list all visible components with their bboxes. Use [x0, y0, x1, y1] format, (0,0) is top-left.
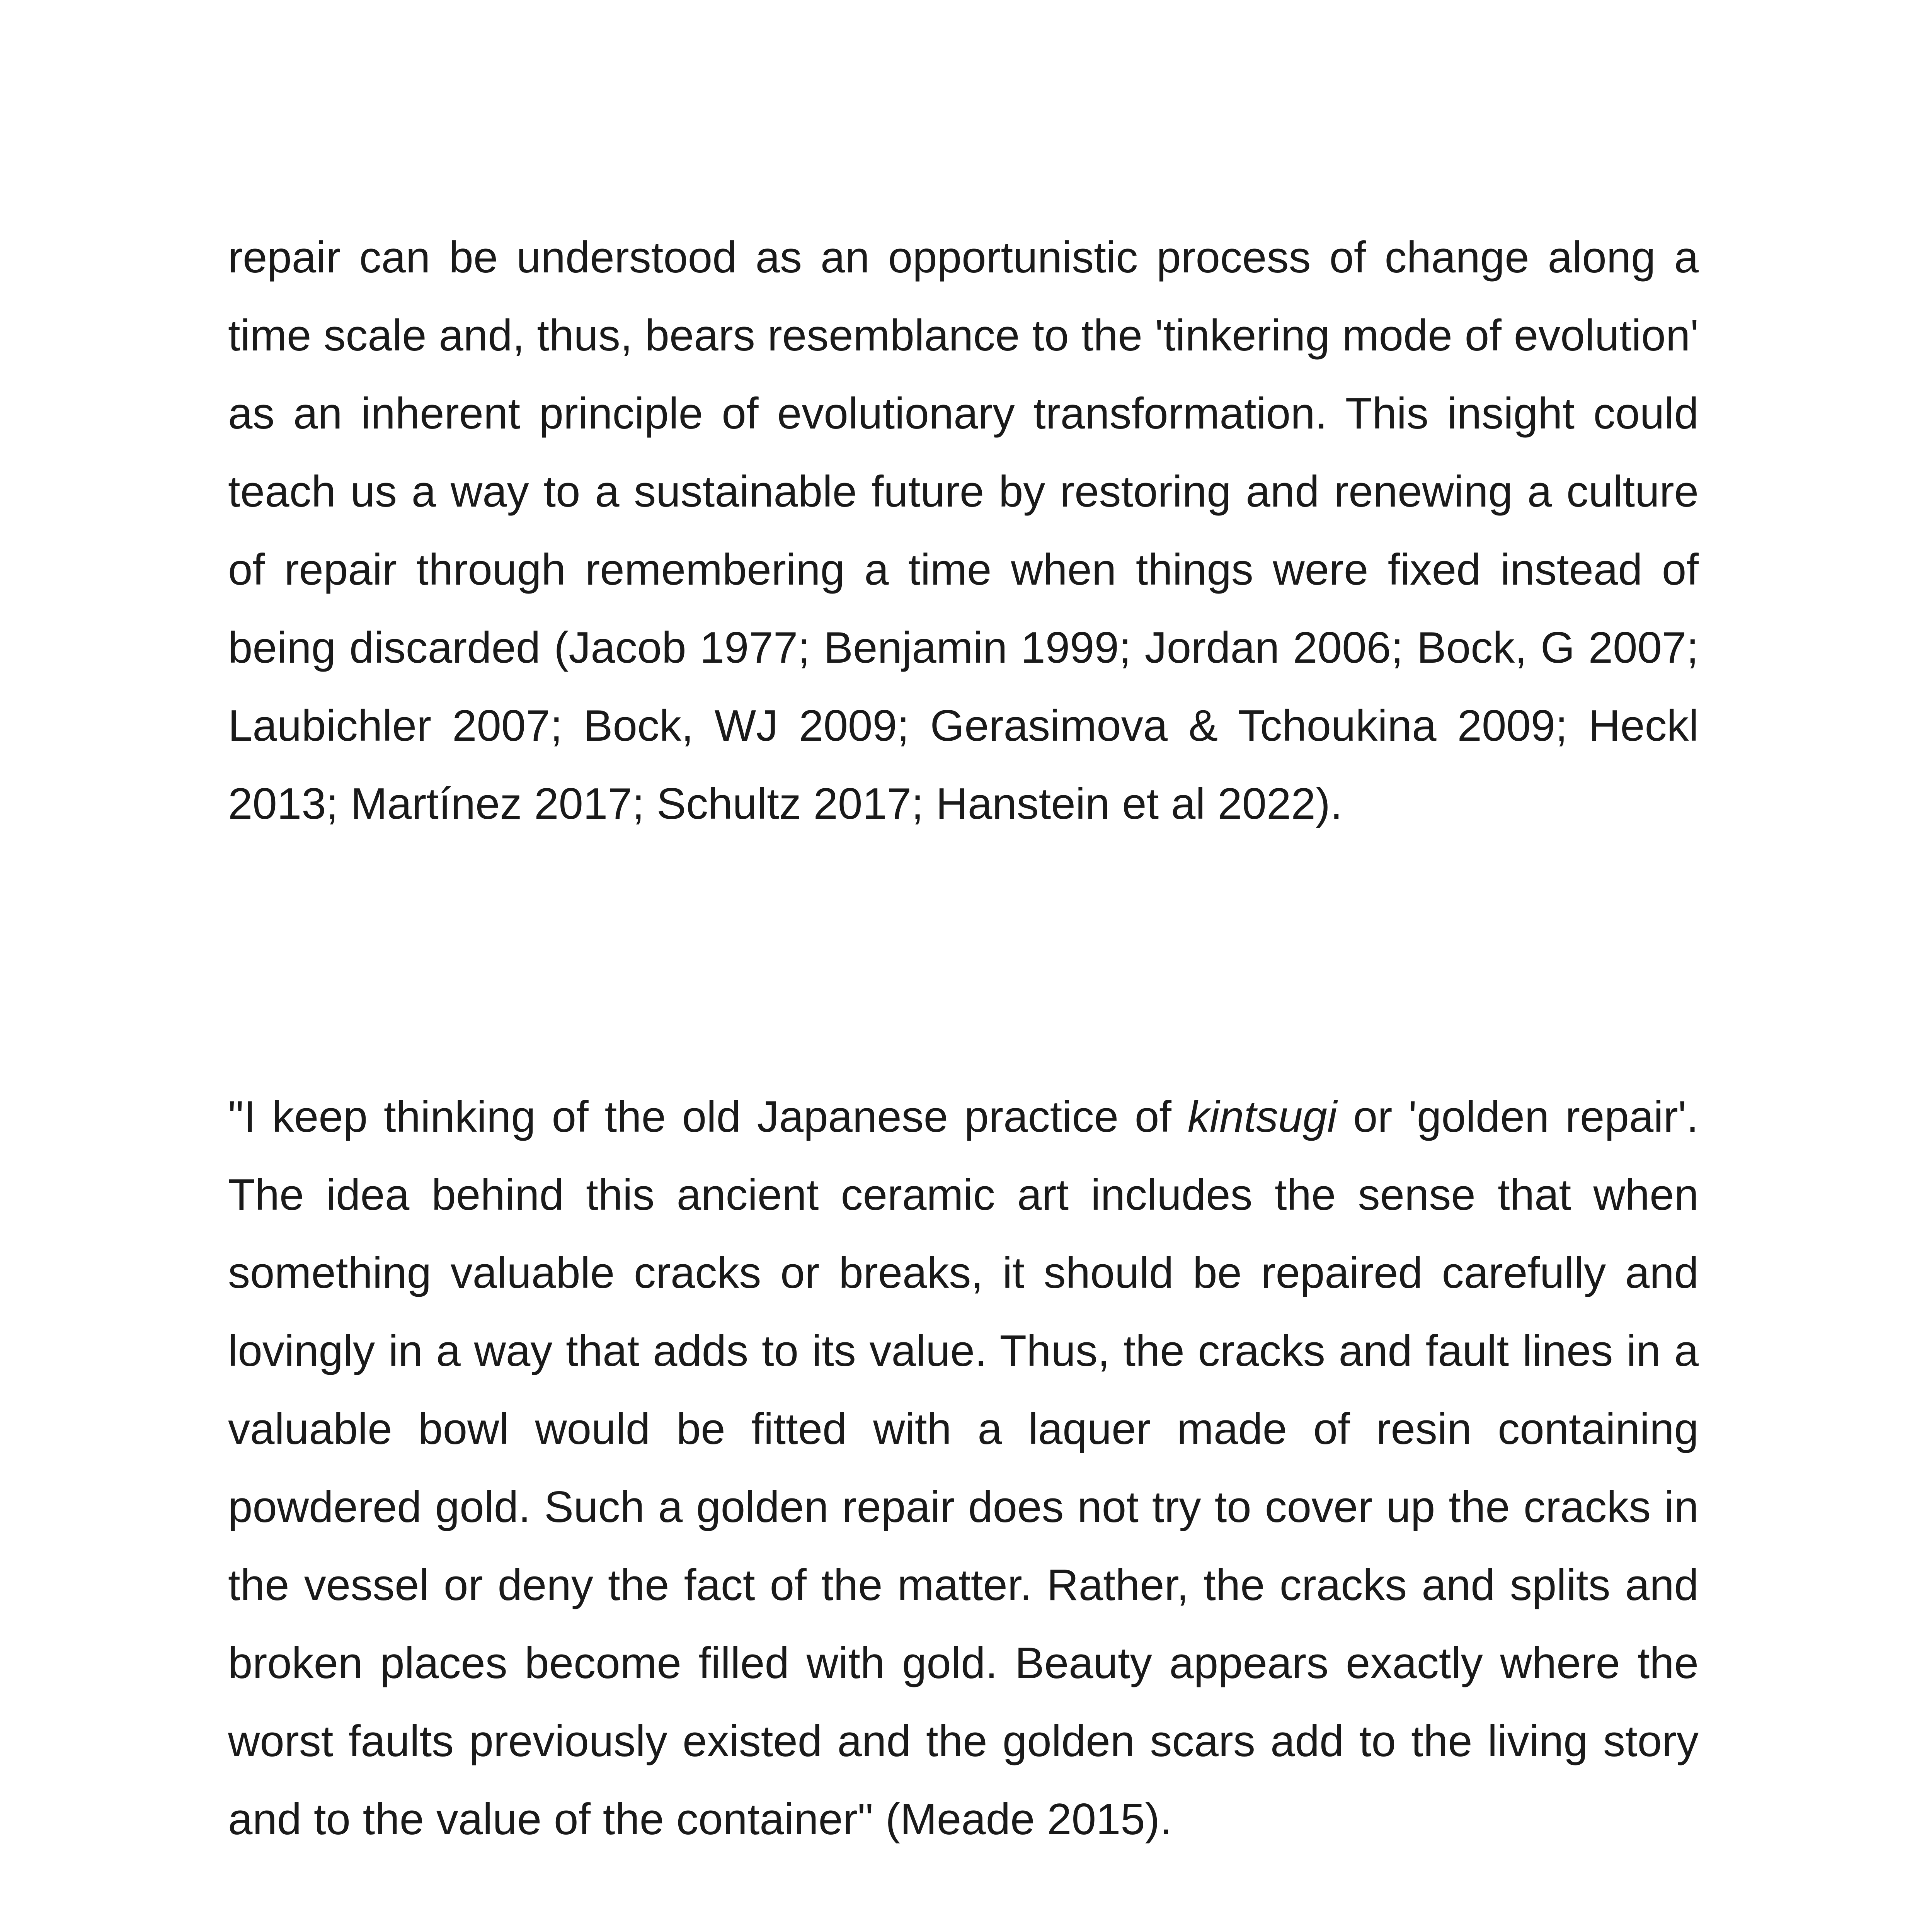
paragraph-kintsugi-quote — [228, 1078, 1699, 1859]
kintsugi-term: kintsugi — [1187, 1092, 1337, 1141]
paragraph-repair-tinkering: repair can be understood as an opportunistic process of change along a time scale and, thus, bears resemblance to the 'tinkering mode of evolution' as an inherent principle of evolutionary transformation. This insight could teach us a way to a sustainable future by restoring and renewing a culture of repair through remembering a time when things were fixed instead of being discarded (Jacob 1977; Benjamin 1999; Jordan 2006; Bock, G 2007; Laubichler 2007; Bock, WJ 2009; Gerasimova & Tchoukina 2009; Heckl 2013; Martínez 2017; Schultz 2017; Hanstein et al 2022). — [228, 233, 1699, 828]
quote-text-rest: or 'golden repair'. The idea behind this ancient ceramic art includes the sense that when something valuable cracks or breaks, it should be repaired carefully and lovingly in a way that adds to its value. Thus, the cracks and fault lines in a valuable bowl would be fitted with a laquer made of resin containing powdered gold. Such a golden repair does not try to cover up the cracks in the vessel or deny the fact of the matter. Rather, the cracks and splits and broken places become filled with gold. Beauty appears exactly where the worst faults previously existed and the golden scars add to the living story and to the value of the container" (Meade 2015). — [228, 1092, 1699, 1844]
quote-text-start: "I keep thinking of the old Japanese practice of — [228, 1092, 1188, 1141]
